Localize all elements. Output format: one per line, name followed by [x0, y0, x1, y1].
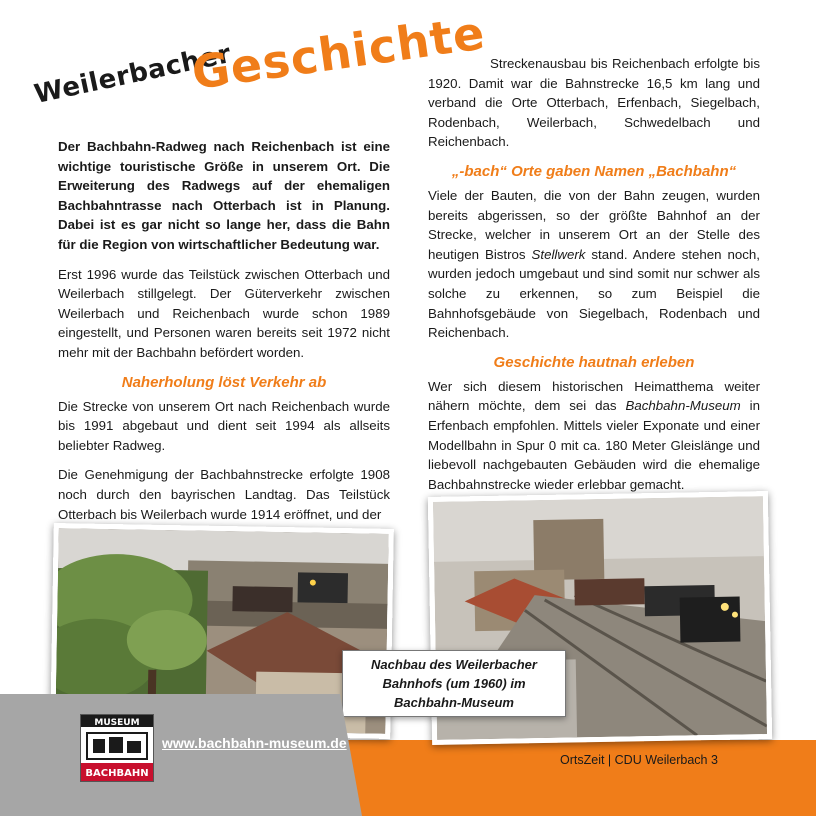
photo-caption: Nachbau des Weilerbacher Bahnhofs (um 1960) im Bachbahn-Museum — [342, 650, 566, 717]
museum-logo-icon — [81, 715, 153, 781]
emphasis: Bachbahn-Museum — [625, 398, 741, 414]
subheading: Naherholung löst Verkehr ab — [121, 373, 327, 391]
title-part2: Geschichte — [188, 5, 489, 101]
paragraph: Viele der Bauten, die von der Bahn zeugen, wurden bereits abgerissen, so der größte Bahnhof an der Strecke, welcher in unserem Ort an der Stelle des heutigen Bistros Stellwerk stand. Andere stehen noch, wurden jedoch umgebaut und sind somit nur schwer als solche zu erkennen, so zum Beispiel die Bahnhofsgebäude von Siegelbach, Rodenbach und Reichenbach. — [428, 187, 760, 341]
paragraph: Die Genehmigung der Bachbahnstrecke erfolgte 1908 noch durch den bayrischen Landtag. Das Teilstück Otterbach bis Weilerbach wurde 1914 eröffnet, und der — [58, 467, 390, 522]
subheading: Geschichte hautnah erleben — [493, 353, 695, 371]
paragraph: Streckenausbau bis Reichenbach erfolgte bis 1920. Damit war die Bahnstrecke 16,5 km lang und verband die Orte Otterbach, Erfenbach, Siegelbach, Rodenbach, Weilerbach, Schwedelbach und Reichenbach. — [428, 56, 760, 150]
museum-logo — [80, 714, 154, 782]
logo-bottom-text: BACHBAHN — [85, 768, 149, 779]
right-column — [428, 54, 760, 516]
title-part1: Weilerbacher — [31, 39, 234, 110]
paragraph: Die Strecke von unserem Ort nach Reichenbach wurde bis 1991 abgebaut und dient seit 1994 als allseits beliebter Radweg. — [58, 398, 390, 453]
paragraph: Erst 1996 wurde das Teilstück zwischen Otterbach und Weilerbach stillgelegt. Der Güterverkehr zwischen Weilerbach und Reichenbach wurde schon 1989 eingestellt, und Personen waren bereits seit 1972 nicht mehr mit der Bachbahn befördert worden. — [58, 266, 390, 360]
subheading: „-bach“ Orte gaben Namen „Bachbahn“ — [451, 162, 737, 180]
museum-band — [0, 694, 362, 816]
logo-top-text: MUSEUM — [94, 718, 140, 728]
emphasis: Stellwerk — [531, 246, 586, 262]
paragraph: Wer sich diesem historischen Heimatthema weiter nähern möchte, dem sei das Bachbahn-Museum in Erfenbach empfohlen. Mittels vieler Exponate und einer Modellbahn in Spur 0 mit ca. 180 Meter Gleislänge und liebevoll nachgebauten Gebäuden wird die ehemalige Bachbahnstrecke wieder erlebbar gemacht. — [428, 378, 761, 492]
museum-website-link[interactable]: www.bachbahn-museum.de — [162, 735, 347, 751]
intro-paragraph: Der Bachbahn-Radweg nach Reichenbach ist eine wichtige touristische Größe in unserem Ort. Die Erweiterung des Radwegs auf der ehemaligen Bachbahntrasse nach Otterbach ist in Planung. Dabei ist es gar nicht so lange her, dass die Bahn für die Region von wirtschaftlicher Bedeutung war. — [58, 139, 390, 252]
footer-text: OrtsZeit | CDU Weilerbach 3 — [560, 753, 718, 767]
left-column — [58, 137, 390, 534]
